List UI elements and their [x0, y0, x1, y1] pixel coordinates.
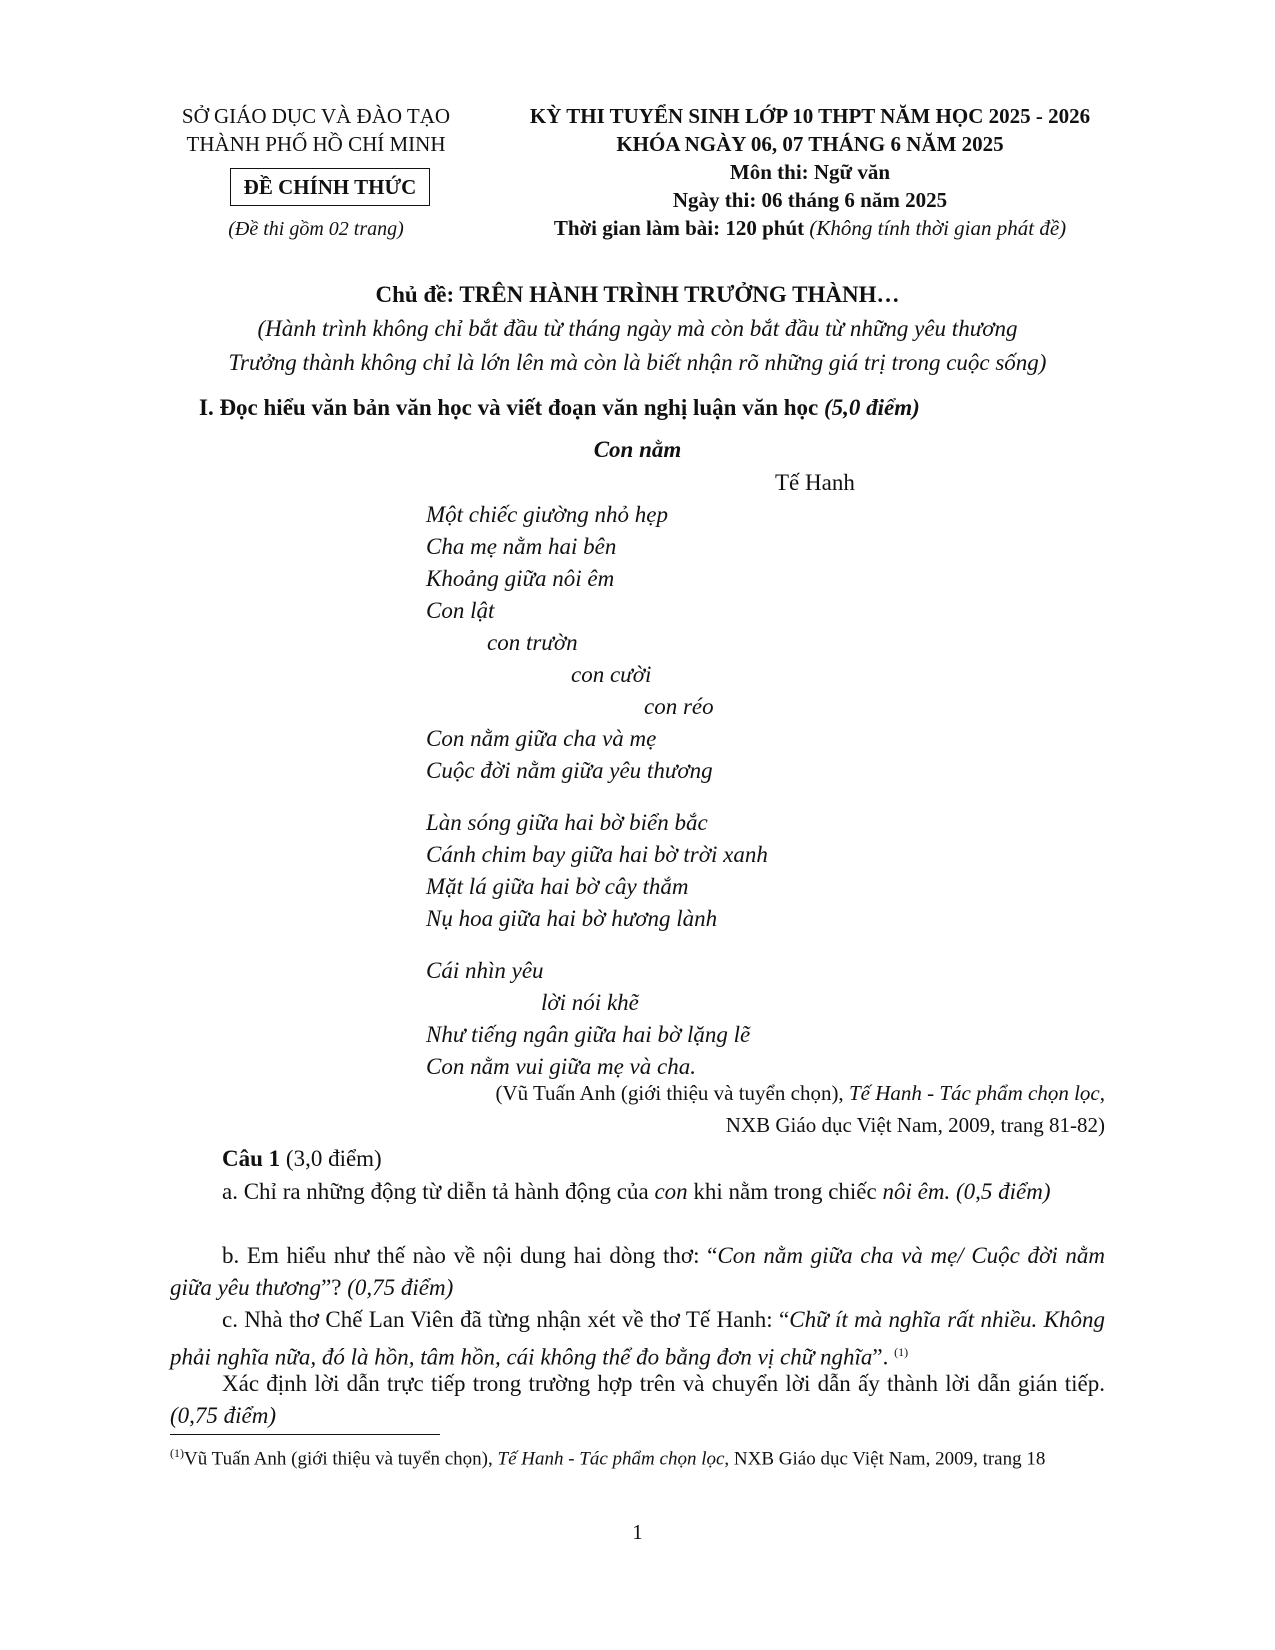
footnote-text: Vũ Tuấn Anh (giới thiệu và tuyển chọn), — [184, 1448, 498, 1470]
issuer-line-2: THÀNH PHỐ HỒ CHÍ MINH — [186, 132, 446, 156]
question-1d — [170, 1368, 1105, 1432]
issuer-block — [176, 102, 456, 158]
question-1b — [170, 1240, 1105, 1304]
pages-note: (Đề thi gồm 02 trang) — [228, 218, 404, 240]
page-number: 1 — [632, 1520, 643, 1544]
q1a-points: . (0,5 điểm) — [944, 1179, 1051, 1204]
question-1-heading — [222, 1143, 382, 1175]
poem-line: Cuộc đời nằm giữa yêu thương — [426, 758, 713, 783]
section-heading-text: I. Đọc hiểu văn bản văn học và viết đoạn văn nghị luận văn học — [199, 395, 819, 420]
poem-source-publisher: NXB Giáo dục Việt Nam, 2009, trang 81-82) — [725, 1113, 1105, 1137]
q1c-text: c. Nhà thơ Chế Lan Viên đã từng nhận xét về thơ Tế Hanh: “ — [222, 1307, 790, 1332]
theme-subtitle-1: (Hành trình không chỉ bắt đầu từ tháng ngày mà còn bắt đầu từ những yêu thương — [257, 316, 1018, 341]
q1a-emph: con — [654, 1179, 688, 1204]
poem-line: Như tiếng ngân giữa hai bờ lặng lẽ — [426, 1022, 751, 1047]
poem-line: Cánh chim bay giữa hai bờ trời xanh — [426, 842, 768, 867]
source-text: , — [1099, 1081, 1105, 1105]
q1d-points: (0,75 điểm) — [170, 1403, 277, 1428]
exam-duration-line — [470, 214, 1150, 242]
poem-line: con trườn — [487, 630, 578, 655]
theme-title: Chủ đề: TRÊN HÀNH TRÌNH TRƯỞNG THÀNH… — [375, 282, 900, 307]
footnote-divider — [170, 1434, 440, 1435]
poem-line: Một chiếc giường nhỏ hẹp — [426, 502, 668, 527]
source-book-title: Tế Hanh - Tác phẩm chọn lọc — [848, 1081, 1100, 1105]
exam-info-block — [470, 102, 1150, 242]
footnote-text: , NXB Giáo dục Việt Nam, 2009, trang 18 — [724, 1448, 1046, 1470]
poem-line: Con nằm giữa cha và mẹ — [426, 726, 657, 751]
question-1a — [170, 1176, 1105, 1208]
question-1-points: (3,0 điểm) — [285, 1146, 382, 1171]
q1a-emph: nôi êm — [882, 1179, 945, 1204]
poem-source — [495, 1081, 1105, 1106]
poem-line: Con nằm vui giữa mẹ và cha. — [426, 1054, 696, 1079]
poem-line: Nụ hoa giữa hai bờ hương lành — [426, 906, 718, 931]
theme-subtitle-2: Trưởng thành không chỉ là lớn lên mà còn là biết nhận rõ những giá trị trong cuộc sống) — [228, 350, 1047, 375]
exam-title: KỲ THI TUYỂN SINH LỚP 10 THPT NĂM HỌC 2025 - 2026 — [529, 104, 1091, 128]
source-text: (Vũ Tuấn Anh (giới thiệu và tuyển chọn), — [495, 1081, 849, 1105]
exam-duration-note: (Không tính thời gian phát đề) — [809, 216, 1067, 240]
q1a-text: khi nằm trong chiếc — [687, 1179, 883, 1204]
question-1c — [170, 1304, 1105, 1374]
q1b-quote: Con nằm giữa cha và mẹ/ Cuộc đời nằm giữa yêu thương — [170, 1243, 1105, 1300]
footnote — [170, 1446, 1045, 1470]
q1c-text: ”. — [872, 1344, 889, 1370]
poem-line: Cái nhìn yêu — [426, 958, 544, 983]
issuer-line-1: SỞ GIÁO DỤC VÀ ĐÀO TẠO — [181, 104, 451, 128]
poem-line: Làn sóng giữa hai bờ biển bắc — [426, 810, 708, 835]
poem-line: Khoảng giữa nôi êm — [426, 566, 615, 591]
poem-author: Tế Hanh — [775, 470, 855, 495]
poem-line: Cha mẹ nằm hai bên — [426, 534, 617, 559]
footnote-number: (1) — [170, 1446, 184, 1460]
poem-line: con cười — [571, 662, 652, 687]
official-exam-badge: ĐỀ CHÍNH THỨC — [230, 168, 430, 206]
section-points: (5,0 điểm) — [824, 395, 920, 420]
poem-line: lời nói khẽ — [541, 990, 639, 1015]
q1b-text: ”? — [321, 1275, 348, 1300]
q1c-quote: Chữ ít mà nghĩa rất nhiều. Không phải nghĩa nữa, đó là hồn, tâm hồn, cái không thể đo bằng đơn vị chữ nghĩa — [170, 1307, 1105, 1370]
exam-subject: Môn thi: Ngữ văn — [729, 160, 891, 184]
q1d-text: Xác định lời dẫn trực tiếp trong trường hợp trên và chuyển lời dẫn ấy thành lời dẫn gián tiếp. — [222, 1371, 1105, 1396]
exam-date: Ngày thi: 06 tháng 6 năm 2025 — [672, 188, 948, 212]
q1b-points: (0,75 điểm) — [347, 1275, 454, 1300]
q1a-text: a. Chỉ ra những động từ diễn tả hành động của — [222, 1179, 655, 1204]
poem-title: Con nằm — [593, 437, 682, 462]
exam-duration: Thời gian làm bài: 120 phút — [553, 216, 805, 240]
q1b-text: b. Em hiểu như thế nào về nội dung hai dòng thơ: “ — [222, 1243, 718, 1268]
footnote-ref: (1) — [894, 1345, 909, 1359]
footnote-book-title: Tế Hanh - Tác phẩm chọn lọc — [497, 1448, 725, 1470]
poem-line: Mặt lá giữa hai bờ cây thắm — [426, 874, 689, 899]
poem-line: con réo — [644, 694, 714, 719]
question-1-label: Câu 1 — [222, 1146, 281, 1171]
poem-line: Con lật — [426, 598, 495, 623]
section-heading — [199, 395, 920, 421]
exam-session: KHÓA NGÀY 06, 07 THÁNG 6 NĂM 2025 — [616, 132, 1004, 156]
